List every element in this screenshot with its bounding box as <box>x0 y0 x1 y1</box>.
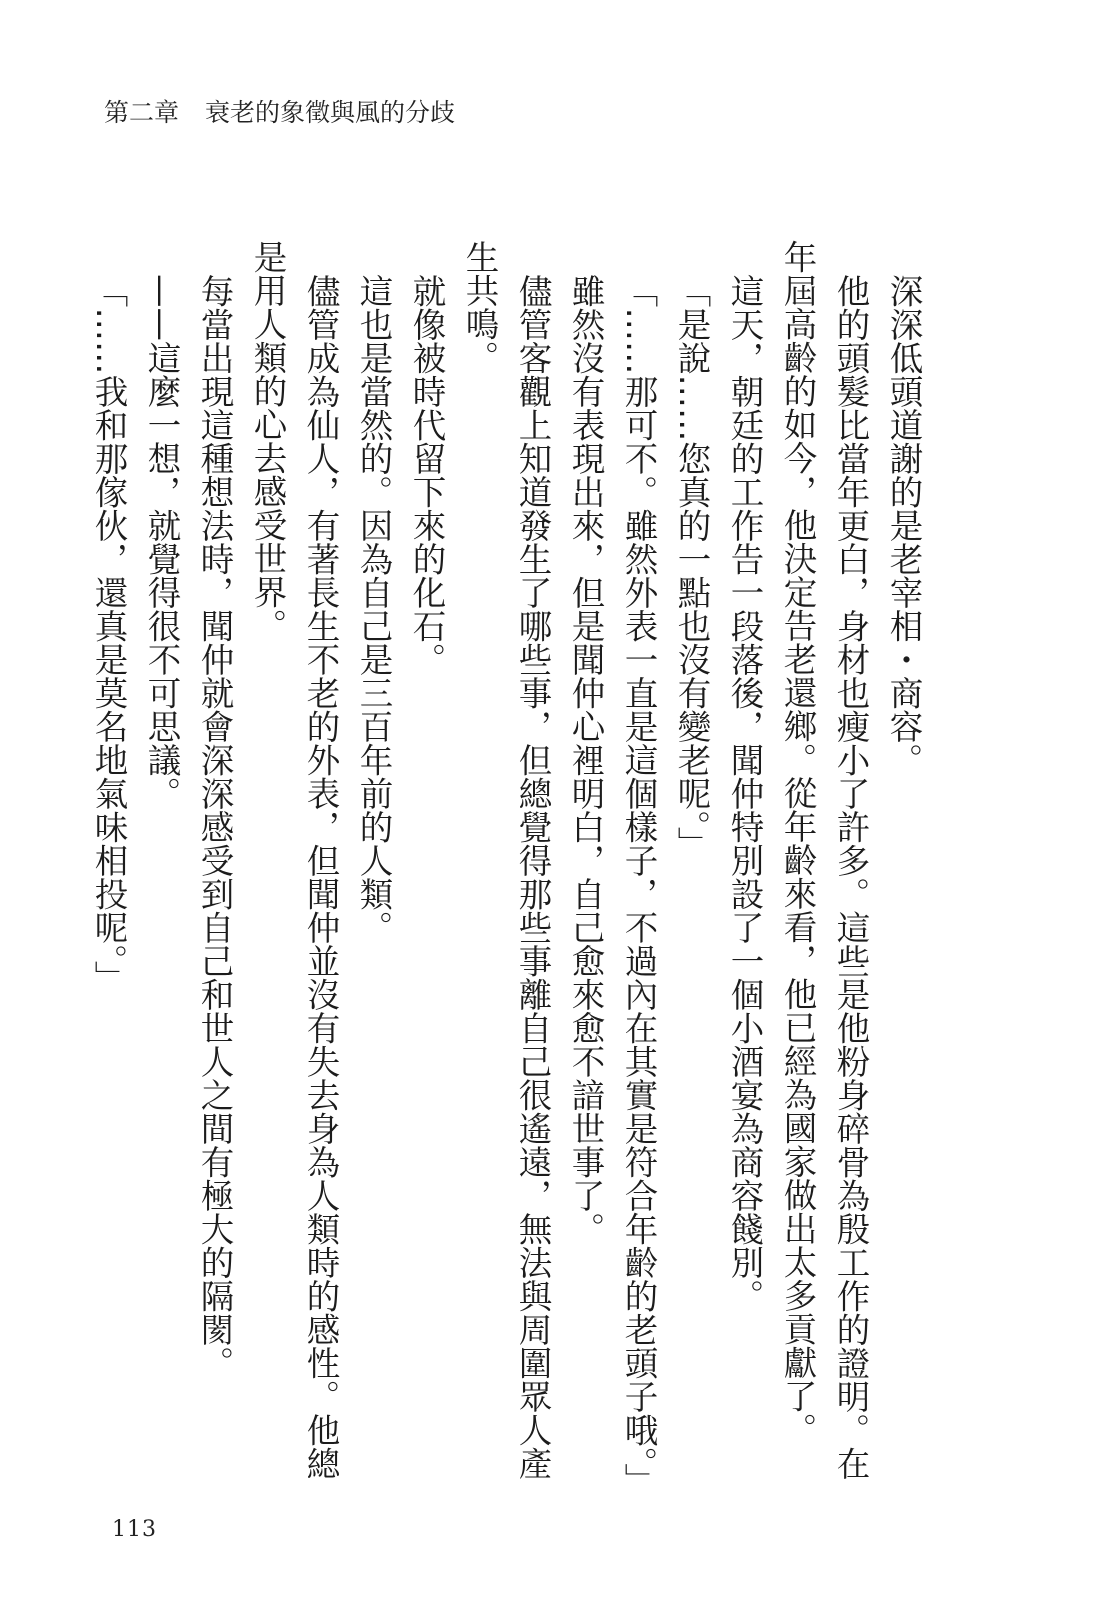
paragraph: ——這麼一想，就覺得很不可思議。 <box>142 273 181 810</box>
paragraph: 儘管客觀上知道發生了哪些事，但總覺得那些事離自己很遙遠，無法與周圍眾人產生共鳴。 <box>460 240 552 1480</box>
chapter-label: 第二章 <box>104 98 180 127</box>
paragraph: 這也是當然的。因為自己是三百年前的人類。 <box>354 273 393 944</box>
dialogue-line: 「……我和那傢伙，還真是莫名地氣味相投呢。」 <box>89 273 128 994</box>
paragraph: 他的頭髮比當年更白，身材也瘦小了許多。這些是他粉身碎骨為殷工作的證明。在年屆高齡的如今，他決定告老還鄉。從年齡來看，他已經為國家做出太多貢獻了。 <box>778 240 870 1480</box>
paragraph: 每當出現這種想法時，聞仲就會深深感受到自己和世人之間有極大的隔閡。 <box>195 273 234 1379</box>
paragraph: 儘管成為仙人，有著長生不老的外表，但聞仲並沒有失去身為人類時的感性。他總是用人類的心去感受世界。 <box>248 240 340 1480</box>
paragraph: 雖然沒有表現出來，但是聞仲心裡明白，自己愈來愈不諳世事了。 <box>566 273 605 1245</box>
paragraph: 就像被時代留下來的化石。 <box>407 273 446 676</box>
vertical-body-text <box>82 240 930 1497</box>
paragraph: 深深低頭道謝的是老宰相・商容。 <box>884 273 923 776</box>
chapter-title: 衰老的象徵與風的分歧 <box>205 98 456 127</box>
dialogue-line: 「是說……您真的一點也沒有變老呢。」 <box>672 273 711 860</box>
chapter-header <box>104 93 455 129</box>
page-number: 113 <box>112 1517 157 1542</box>
paragraph: 這天，朝廷的工作告一段落後，聞仲特別設了一個小酒宴為商容餞別。 <box>725 273 764 1312</box>
dialogue-line: 「……那可不。雖然外表一直是這個樣子，不過內在其實是符合年齡的老頭子哦。」 <box>619 273 658 1497</box>
